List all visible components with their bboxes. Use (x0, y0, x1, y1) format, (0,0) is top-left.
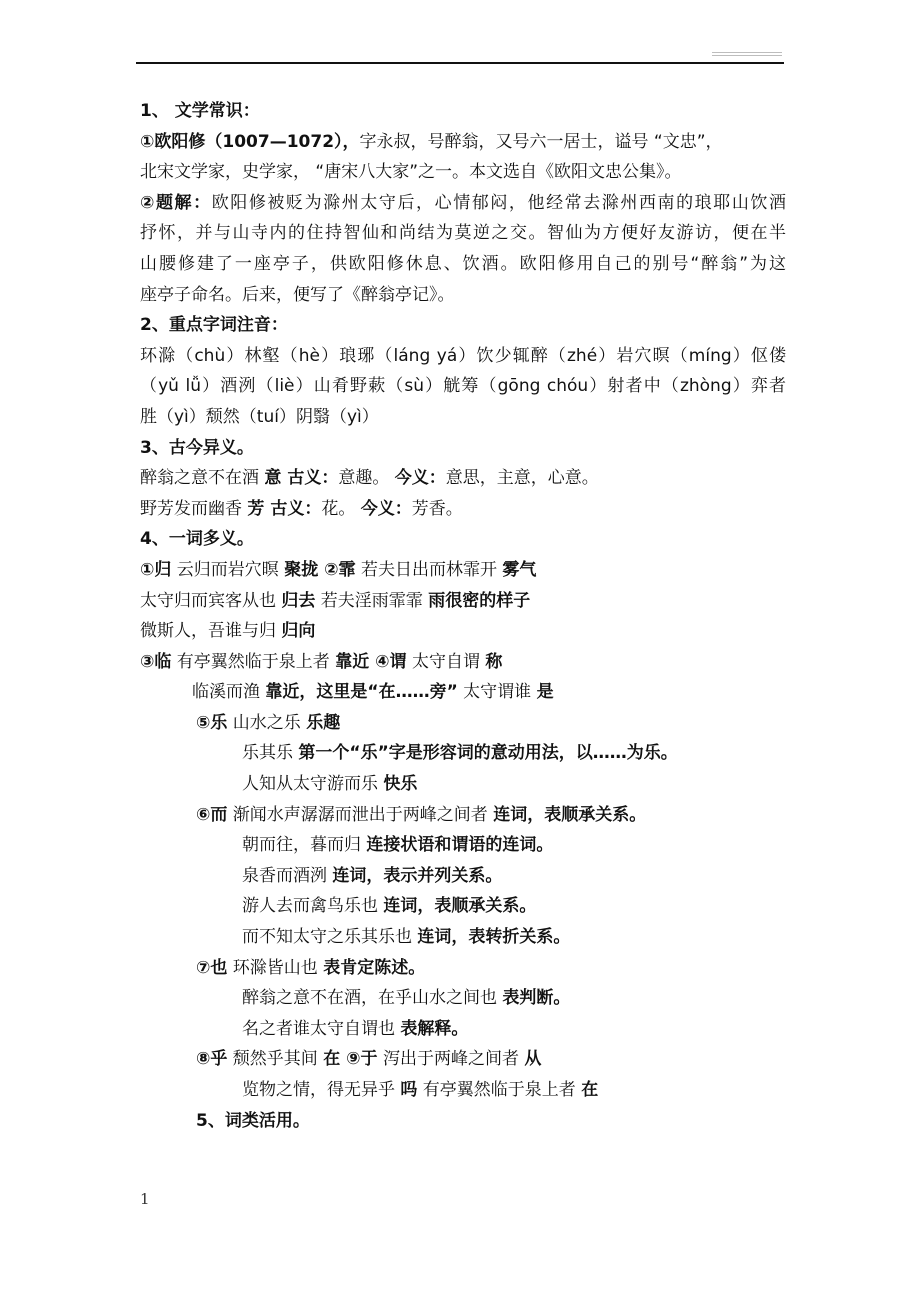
text-line (140, 463, 786, 494)
text-span: 游人去而禽鸟乐也 (242, 896, 384, 917)
text-span: ⑧乎 (196, 1049, 228, 1070)
text-span: 连词，表顺承关系。 (493, 804, 647, 825)
text-span: ②霏 (324, 559, 356, 580)
text-span: 临溪而渔 (192, 682, 266, 703)
text-span: 若夫淫雨霏霏 (315, 590, 429, 611)
text-span: 在 (581, 1080, 599, 1100)
text-line: 座亭子命名。后来，便写了《醉翁亭记》。 (140, 284, 455, 305)
text-span: 归去 (281, 590, 316, 611)
text-span: 连接状语和谓语的连词。 (366, 835, 554, 856)
author-name: ①欧阳修（1007—1072）， (140, 131, 360, 152)
text-line (140, 616, 786, 647)
text-line (140, 922, 786, 953)
text-span: 快乐 (383, 774, 418, 795)
text-span: 泻出于两峰之间者 (377, 1049, 525, 1070)
text-span: 太守自谓 (406, 651, 486, 672)
text-line: （yǔ lǚ）酒洌（liè）山肴野蔌（sù）觥筹（gōng chóu）射者中（zhòng）弈者 (140, 376, 786, 397)
text-line (140, 555, 786, 586)
text-line (140, 800, 786, 831)
text-line (140, 647, 786, 678)
text-span: ⑥而 (196, 804, 228, 825)
text-span: 花。 (321, 498, 361, 519)
text-span: 朝而往，暮而归 (242, 835, 367, 856)
section-heading-ancient-modern-meaning: 3、古今异义。 (140, 437, 254, 458)
text-line (140, 891, 786, 922)
section-heading-literary-knowledge: 1、 文学常识： (140, 101, 260, 121)
text-line (140, 830, 786, 861)
text-span: 颓然乎其间 (227, 1049, 324, 1070)
text-line (140, 1044, 786, 1075)
text-span: 环滁皆山也 (227, 957, 324, 978)
text-span: 连词，表顺承关系。 (383, 896, 537, 917)
text-span: 连词，表示并列关系。 (332, 865, 503, 886)
header-rule (136, 62, 784, 64)
text-span: 吗 (400, 1080, 418, 1100)
text-line (140, 708, 786, 739)
text-span: ⑤乐 (196, 712, 228, 733)
text-line (140, 1014, 786, 1045)
text-span: 从 (524, 1049, 542, 1070)
text-span: 今义： (360, 498, 412, 519)
text-line (140, 188, 786, 219)
text-span: 而不知太守之乐其乐也 (242, 927, 418, 948)
text-line (140, 769, 786, 800)
text-line (140, 953, 786, 984)
text-span: 意 古义： (264, 468, 339, 489)
text-span: 欧阳修被贬为滁州太守后，心情郁闷，他经常去滁州西南的琅耶山饮酒 (211, 192, 786, 213)
text-span: 靠近 (335, 651, 376, 672)
text-span: 人知从太守游而乐 (242, 774, 384, 795)
text-span: 太守谓谁 (457, 682, 537, 703)
text-line: 胜（yì）颓然（tuí）阴翳（yì） (140, 406, 379, 427)
text-span: 醉翁之意不在酒，在乎山水之间也 (242, 988, 503, 1009)
text-span: 雾气 (502, 559, 537, 580)
text-span: 第一个“乐”字是形容词的意动用法，以……为乐。 (298, 743, 678, 764)
title-explanation-label: ②题解： (140, 192, 212, 213)
text-span: 是 (536, 682, 554, 703)
text-span: 芳 古义： (247, 498, 322, 519)
text-span: 今义： (394, 468, 446, 489)
text-span: 字永叔，号醉翁，又号六一居士，谥号 “文忠”， (359, 131, 723, 152)
text-line (140, 738, 786, 769)
text-span: 若夫日出而林霏开 (355, 559, 503, 580)
text-span: 靠近，这里是“在……旁” (265, 682, 458, 703)
text-line (140, 127, 786, 158)
text-span: ④谓 (375, 651, 407, 672)
section-heading-pronunciation: 2、重点字词注音： (140, 315, 288, 336)
text-span: 芳香。 (411, 498, 463, 519)
text-span: 乐其乐 (242, 743, 299, 764)
text-span: 意思，主意，心意。 (445, 468, 599, 489)
text-span: 名之者谁太守自谓也 (242, 1018, 401, 1039)
section-heading-word-class: 5、词类活用。 (196, 1110, 310, 1131)
text-span: 乐趣 (306, 712, 341, 733)
text-span: 表解释。 (400, 1018, 469, 1039)
text-span: 有亭翼然临于泉上者 (417, 1080, 582, 1100)
text-span: ①归 (140, 559, 172, 580)
text-span: 醉翁之意不在酒 (140, 468, 265, 489)
text-line (140, 494, 786, 525)
text-line: 环滁（chù）林壑（hè）琅琊（láng yá）饮少辄醉（zhé）岩穴暝（míng）伛偻 (140, 345, 786, 366)
text-span: 泉香而酒洌 (242, 865, 333, 886)
text-line (140, 586, 786, 617)
text-span: 渐闻水声潺潺而泄出于两峰之间者 (227, 804, 494, 825)
text-span: 有亭翼然临于泉上者 (171, 651, 336, 672)
text-line (140, 861, 786, 892)
text-span: 微斯人，吾谁与归 (140, 621, 282, 642)
text-span: 意趣。 (338, 468, 395, 489)
text-span: ⑨于 (346, 1049, 378, 1070)
document-body (140, 96, 786, 1136)
text-span: 称 (485, 651, 503, 672)
text-line: 山腰修建了一座亭子，供欧阳修休息、饮酒。欧阳修用自己的别号“醉翁”为这 (140, 253, 786, 274)
text-span: 聚拢 (284, 559, 325, 580)
text-span: 雨很密的样子 (428, 590, 531, 611)
text-span: ③临 (140, 651, 172, 672)
text-span: 表肯定陈述。 (323, 957, 426, 978)
text-span: 野芳发而幽香 (140, 498, 248, 519)
text-span: 归向 (281, 621, 316, 642)
section-heading-polysemy: 4、一词多义。 (140, 529, 254, 550)
text-line (140, 1075, 786, 1106)
text-line (140, 677, 786, 708)
text-span: 览物之情，得无异乎 (242, 1080, 401, 1100)
text-span: 在 (323, 1049, 347, 1070)
text-span: ⑦也 (196, 957, 228, 978)
text-line: 北宋文学家，史学家， “唐宋八大家”之一。本文选自《欧阳文忠公集》。 (140, 162, 682, 183)
header-decoration (712, 52, 782, 58)
text-span: 表判断。 (502, 988, 571, 1009)
text-span: 山水之乐 (227, 712, 307, 733)
page-number: 1 (140, 1190, 150, 1208)
text-span: 太守归而宾客从也 (140, 590, 282, 611)
text-line (140, 983, 786, 1014)
text-span: 连词，表转折关系。 (417, 927, 571, 948)
text-span: 云归而岩穴暝 (171, 559, 285, 580)
text-line: 抒怀，并与山寺内的住持智仙和尚结为莫逆之交。智仙为方便好友游访，便在半 (140, 223, 786, 244)
